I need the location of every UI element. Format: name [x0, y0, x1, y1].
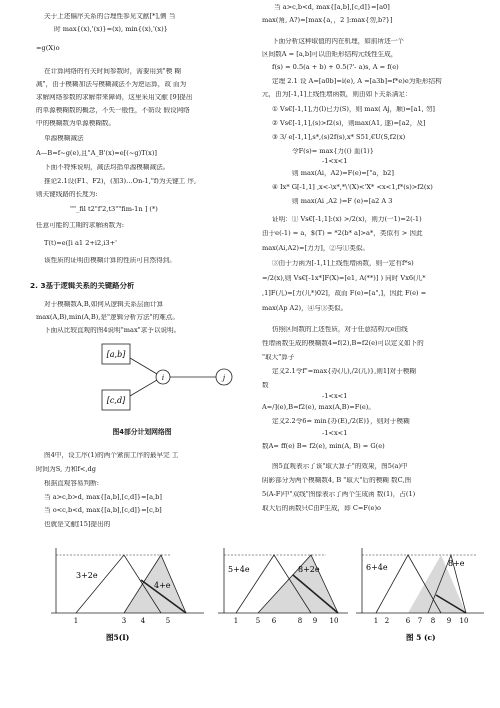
figure-5c-caption: 图 5 (c) [406, 633, 436, 642]
figure-4-caption: 图4部分计划网络图 [112, 428, 172, 436]
figure-5-panel-2 [218, 548, 348, 625]
curve-label-right: 8+2e [298, 565, 320, 574]
formula-line: -1<x<1 [322, 430, 348, 437]
formula-line: f(s) = 0.5(a + b) + 0.5(?'- a)s, A = f(e) [272, 64, 399, 71]
text-line: 元，由为[-1,1]上线性增函数，则由如下关系满足： [262, 91, 412, 98]
curve-label-left: 3+2e [76, 571, 98, 580]
tick-label: 1 [73, 617, 79, 625]
proof-line: =/2(x),则 Vs€[-1x*]F(X)=[e1, A(**)] ) 同时 Vx6(兀* [262, 275, 426, 282]
formula-line: A=/](e),B=f2(e), max(A,B)=F(e)。 [262, 404, 375, 411]
text-line: 中的模糊数为单源模糊数。 [36, 120, 116, 127]
text-line: ③ 3/ e[-1,1],s*,(s)2f(s),x* S51,€U(S,f2(x) [272, 134, 406, 141]
tick-label: 1 [373, 617, 379, 625]
formula-line: 当 o<c,b<d, max{[a,b],[c,d]}=[c,b] [44, 507, 162, 514]
formula-line: ""_fil t2"f'2,t3""fim-1n ] (*) [70, 206, 158, 213]
text-line: 定义2.1令f"=max{办(兀),/2(兀)},则1]对于模糊 [272, 368, 416, 375]
text-line: 推论2.1设(F1、F2)，(加3)…On-1,"f)为关键工 序, [44, 178, 197, 185]
text-line: 的单源模糊数的概念，不失一般性，不妨设 假设网络 [36, 107, 190, 114]
text-line: 关于上述偏序关系的合理性参见文献[*],侧 当 [44, 13, 176, 20]
text-line: 下面从比较直观的图4说明"max"求予以说明。 [44, 327, 181, 334]
text-line: 求解网络参数的求解带来障碍，这里采用文献 [9]提出 [36, 94, 193, 101]
arrow-top [130, 358, 157, 374]
text-line: 性增函数生成的模糊数4=f(2),B=f2(e)可以定义如下的 [262, 340, 424, 347]
text-line: 时间为S, 力和f<,dg [36, 466, 96, 473]
text-line: ④ Ix* G[-1,1] ,x<-\x*,*\'(X)<'X* <x<1,f*(s)>f2(x) [272, 184, 433, 191]
proof-line: max(Ai,A2)=[力力]，②与①类似。 [262, 245, 369, 252]
formula-line: -1<x<1 [322, 393, 348, 400]
text-line: 对于模糊数A,B,如何从逻辑关系层面计算 [44, 301, 164, 308]
formula-line: 当 a>c,b>d, max{[a,b],[c,d]}=[a,b] [44, 494, 162, 501]
tick-label: 5 [165, 617, 171, 625]
text-line: =g(X)o [36, 45, 60, 52]
interval-label-top: [a,b] [106, 350, 126, 359]
network-diagram [96, 340, 246, 418]
curve-label-right: 4+e [154, 581, 171, 590]
formula-line: 令F(s)= max{力(() 血(1)} [292, 148, 374, 155]
node-j-label: j [222, 374, 226, 382]
text-line: ② Vs€[-1,1],(s)>f2(s)，则max(A1, 遂)=[a2，及] [272, 120, 426, 127]
tick-label: 8 [430, 617, 436, 625]
formula-line: 则 max(Ai ,A2 )=F (e)=[a2 A 3 [292, 198, 393, 205]
text-line: 图4中，设工序(1)的两个紧前工序的最早完 工 [44, 452, 179, 459]
tick-label: 3 [121, 617, 127, 625]
formula-line: 数A= ff(e) B= f2(e), min(A, B) = G(e) [262, 443, 385, 450]
text-line: ① Vs€[-1,1],力(l)已力(S)，则 max( Aj，顺)=[a1, 勿] [272, 106, 436, 113]
tick-label: 1 [233, 617, 239, 625]
formula-line: 则 max(Ai，A2)=F(e)=["a，b2] [292, 170, 394, 177]
text-line: 在计算网络的有关时间参数时，需要用到"模 糊 [44, 68, 182, 75]
text-line: 减"，由于模糊加法与模糊减法不为逆运算，故 而为 [36, 81, 187, 88]
text-line: 单源模糊减法 [44, 135, 84, 142]
text-line: 时 max{(x),'(x)}=(x), min{(x),'(x)} [54, 26, 168, 33]
text-line: 下面不特殊说明，减法均指单源模糊减法。 [44, 164, 170, 171]
text-line: 定义2.2令6= min{办(E),/2(E)}，则对于模糊 [272, 418, 410, 425]
curve-label-left: 6+4e [366, 563, 388, 572]
tick-label: 8 [297, 617, 303, 625]
text-line: "取大"算子 [262, 354, 295, 361]
tick-label: 6 [271, 617, 277, 625]
proof-line: ③由于力函为[-1,1]上线性增函数，则一定有f*s) [272, 260, 414, 267]
text-line: 仿照区间数的上述性质，对于任意结构元e由线 [272, 326, 408, 333]
shaded-region [258, 555, 338, 613]
tick-label: 10 [329, 617, 339, 625]
tick-label: 7 [417, 617, 423, 625]
arrow-bottom [130, 380, 157, 396]
text-line: 图5直观表示了该"取大算子"的效果，图5(a)中 [272, 463, 408, 470]
text-line: 根据直观容易判断: [44, 480, 99, 487]
proof-line: ,1]F(兀)=[力(兀*)02]，故而 F(e)=[a",]，因此 F(e) = [262, 290, 427, 297]
section-heading: 2. 3基于逻辑关系的关键路分析 [30, 282, 135, 290]
formula-line: A—B=f~g(e),且"A_B'(x)=e[(~g)T(x)] [36, 150, 157, 157]
proof-line: max(Ap A2)，④与③类似。 [262, 305, 348, 312]
text-line: 也就是文献[15]提出的 [44, 521, 111, 528]
curve-label-left: 5+4e [228, 565, 250, 574]
formula-line: max(角, A?)=[max{a，，2 ]:max{勿,b?}] [262, 17, 393, 24]
text-line: 任意可能的工期的求解函数为: [36, 222, 124, 229]
tick-label: 9 [312, 617, 318, 625]
text-line: 取大后的函数只C由F生成，即 C=F(e)o [262, 505, 382, 512]
text-line: 数 [262, 382, 269, 389]
tick-label: 5 [255, 617, 261, 625]
tick-label: 10 [459, 617, 469, 625]
text-line: 则关键线路的长度为: [36, 191, 98, 198]
text-line: 下面分析这种取值的内在机理，如前所述一个 [272, 38, 404, 45]
text-line: max(A,B),min(A,B),是"逻辑分析方法"的难点。 [36, 314, 179, 321]
text-line: 5(A-F)中"双线"图像表示了两个生成函 数(1)，占(1) [262, 491, 416, 498]
tick-label: 4 [140, 617, 146, 625]
tick-label: 9 [446, 617, 452, 625]
formula-line: T(t)=e([i a1 2+i2,i3+' [44, 240, 117, 247]
curve-label-right: 8+e [448, 559, 465, 568]
formula-line: -1<x<1 [322, 158, 348, 165]
figure-5 [36, 540, 486, 650]
figure-5-panel-3 [356, 548, 484, 642]
interval-label-bottom: [c,d] [106, 396, 126, 405]
text-line: 定理 2.1 设 A=[a0b]=i(e), A =[a3b]=f*e)e为矩形结构 [272, 78, 442, 85]
tick-label: 2 [384, 617, 390, 625]
figure-5a-caption: 图5(I) [106, 633, 130, 642]
text-line: 区间数A = [a,b]可以由矩形结构元线性生成， [262, 51, 398, 58]
tick-label: 6 [405, 617, 411, 625]
proof-line: 证明：① Vs€[-1,1]:(x) >/2(x)，则力(一1)=2(-1) [272, 216, 422, 223]
figure-5-panel-1 [51, 548, 204, 642]
formula-line: 当 a>c,b<d, max{[a,b],[c,d]}=[a0] [274, 4, 390, 11]
proof-line: 由于e(-1) = a，$(T) = *2(b* a]>a*，类似有 > 因此 [262, 230, 423, 237]
node-i-label: i [161, 374, 165, 382]
text-line: 该性质的证明由模糊计算的性质可自然得到。 [44, 257, 176, 264]
text-line: 阴影部分为两个模糊数4, B "取大"后的模糊 数C,图 [262, 477, 412, 484]
